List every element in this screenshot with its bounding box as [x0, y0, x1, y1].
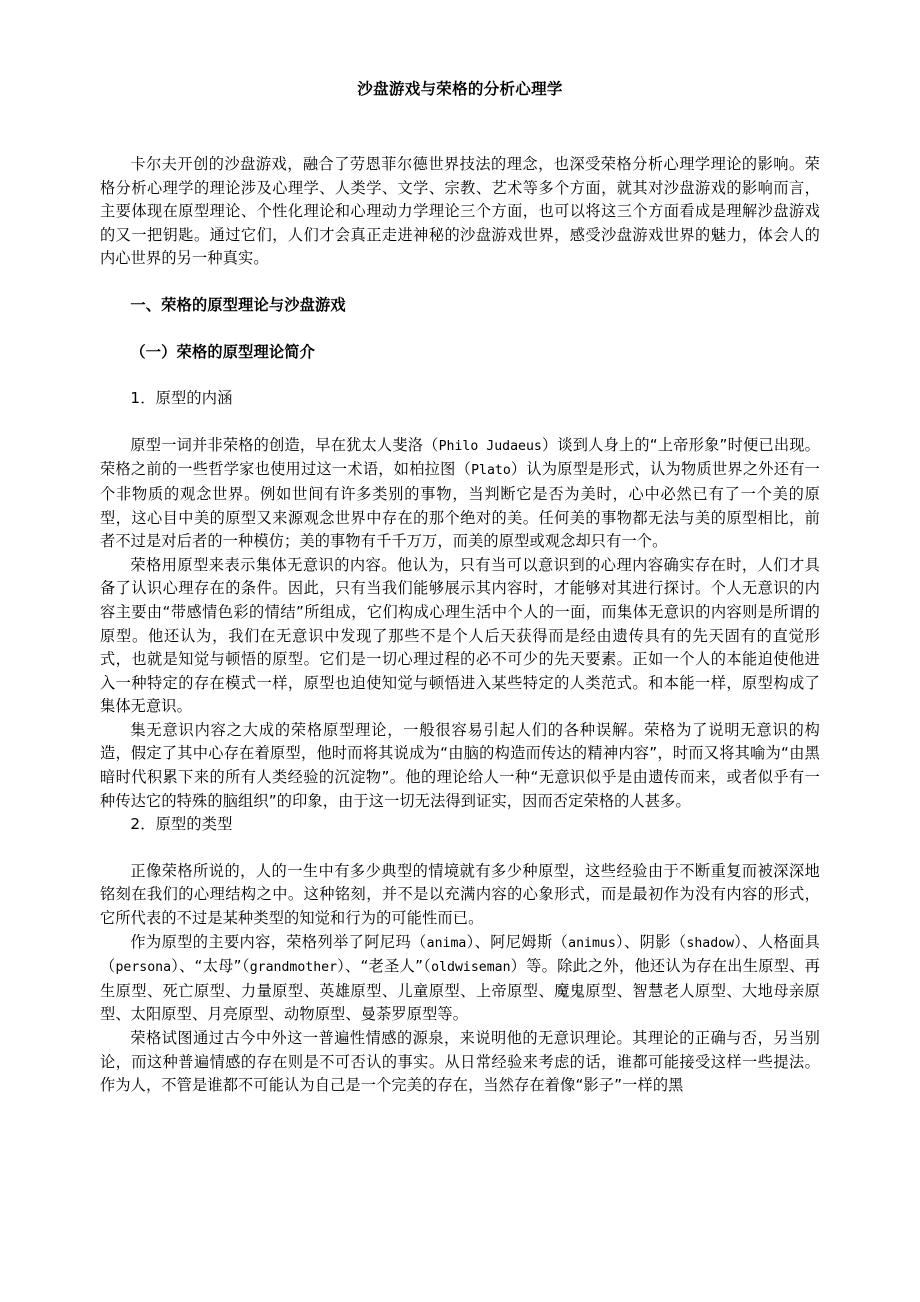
- latin-term: persona: [115, 960, 172, 976]
- intro-paragraph: 卡尔夫开创的沙盘游戏，融合了劳恩菲尔德世界技法的理念，也深受荣格分析心理学理论的影响。荣格分析心理学的理论涉及心理学、人类学、文学、宗教、艺术等多个方面，就其对沙盘游戏的影响而言，主要体现在原型理论、个性化理论和心理动力学理论三个方面，也可以将这三个方面看成是理解沙盘游戏的又一把钥匙。通过它们，人们才会真正走进神秘的沙盘游戏世界，感受沙盘游戏世界的魅力，体会人的内心世界的另一种真实。: [100, 155, 820, 268]
- block-gap: [100, 411, 820, 434]
- item-heading-2: 2．原型的类型: [130, 815, 233, 834]
- archetype-origin-paragraph: 原型一词并非荣格的创造，早在犹太人斐洛（Philo Judaeus）谈到人身上的“上帝形象”时便已出现。荣格之前的一些哲学家也使用过这一术语，如柏拉图（Plato）认为原型是形式，认为物质世界之外还有一个非物质的观念世界。例如世间有许多类别的事物，当判断它是否为美时，心中必然已有了一个美的原型，这心目中美的原型又来源观念世界中存在的那个绝对的美。任何美的事物都无法与美的原型相比，前者不过是对后者的一种模仿；美的事物有千千万万，而美的原型或观念却只有一个。: [100, 435, 821, 551]
- subsection-heading-1: （一）荣格的原型理论简介: [130, 342, 316, 361]
- block-gap: [100, 318, 820, 341]
- item-heading-1: 1．原型的内涵: [130, 389, 233, 408]
- latin-term: anima: [426, 935, 467, 951]
- latin-term: grandmother: [249, 960, 338, 976]
- latin-term: oldwiseman: [431, 960, 511, 976]
- title-spacer: [100, 101, 820, 153]
- archetype-types-paragraph: 正像荣格所说的，人的一生中有多少典型的情境就有多少种原型，这些经验由于不断重复而被深深地铭刻在我们的心理结构之中。这种铭刻，并不是以充满内容的心象形式，而是最初作为没有内容的形式，它所代表的不过是某种类型的知觉和行为的可能性而已。: [100, 861, 820, 928]
- latin-term: animus: [568, 935, 616, 951]
- latin-term: Plato: [471, 463, 511, 479]
- block-gap: [100, 364, 820, 387]
- universal-emotion-paragraph: 荣格试图通过古今中外这一普遍性情感的源泉，来说明他的无意识理论。其理论的正确与否，另当别论，而这种普遍情感的存在则是不可否认的事实。从日常经验来考虑的话，谁都可能接受这样一些提法。作为人，不管是谁都不可能认为自己是一个完美的存在，当然存在着像“影子”一样的黑: [100, 1029, 820, 1095]
- archetype-list-paragraph: 作为原型的主要内容，荣格列举了阿尼玛（anima）、阿尼姆斯（animus）、阴影（shadow）、人格面具（persona）、“太母”（grandmother）、“老圣人”（oldwiseman）等。除此之外，他还认为存在出生原型、再生原型、死亡原型、力量原型、英雄原型、儿童原型、上帝原型、魔鬼原型、智慧老人原型、大地母亲原型、太阳原型、月亮原型、动物原型、曼荼罗原型等。: [100, 932, 821, 1024]
- page-title: 沙盘游戏与荣格的分析心理学: [357, 80, 563, 98]
- collective-unconscious-paragraph: 荣格用原型来表示集体无意识的内容。他认为，只有当可以意识到的心理内容确实存在时，人们才具备了认识心理存在的条件。因此，只有当我们能够展示其内容时，才能够对其进行探讨。个人无意识的内容主要由“带感情色彩的情结”所组成，它们构成心理生活中个人的一面，而集体无意识的内容则是所谓的原型。他还认为，我们在无意识中发现了那些不是个人后天获得而是经由遗传具有的先天固有的直觉形式，也就是知觉与顿悟的原型。它们是一切心理过程的必不可少的先天要素。正如一个人的本能迫使他进入一种特定的存在模式一样，原型也迫使知觉与顿悟进入某些特定的人类范式。和本能一样，原型构成了集体无意识。: [100, 555, 820, 716]
- section-heading-1: 一、荣格的原型理论与沙盘游戏: [130, 295, 346, 314]
- latin-term: shadow: [686, 935, 735, 951]
- block-gap: [100, 271, 820, 294]
- block-gap: [100, 837, 820, 860]
- misunderstanding-paragraph: 集无意识内容之大成的荣格原型理论，一般很容易引起人们的各种误解。荣格为了说明无意识的构造，假定了其中心存在着原型，他时而将其说成为“由脑的构造而传达的精神内容”，时而又将其喻为“由黑暗时代积累下来的所有人类经验的沉淀物”。他的理论给人一种“无意识似乎是由遗传而来，或者似乎有一种传达它的特殊的脑组织”的印象，由于这一切无法得到证实，因而否定荣格的人甚多。: [100, 720, 820, 810]
- latin-term: Philo Judaeus: [438, 438, 542, 454]
